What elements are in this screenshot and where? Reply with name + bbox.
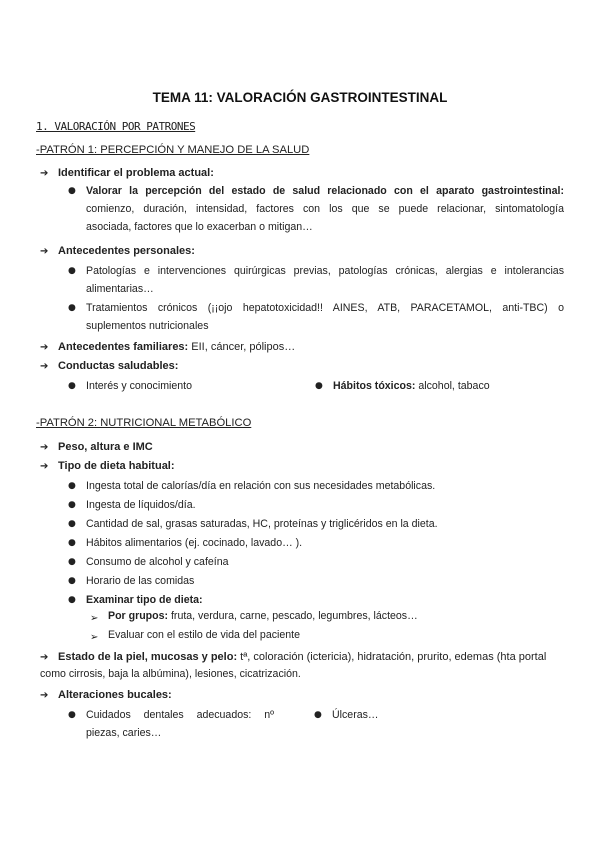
healthy-item1: Interés y conocimiento	[86, 380, 192, 392]
skin-label: Estado de la piel, mucosas y pelo:	[58, 651, 238, 663]
arrow-icon: ➔	[40, 342, 49, 353]
arrow-icon: ➔	[40, 690, 49, 701]
diet-type-label: Tipo de dieta habitual:	[58, 460, 175, 472]
weight-label: Peso, altura e IMC	[58, 441, 153, 453]
bullet-icon: ●	[68, 557, 76, 567]
sub-arrow-icon: ➢	[90, 632, 99, 643]
oral-label: Alteraciones bucales:	[58, 689, 172, 701]
bullet-icon: ●	[315, 381, 323, 391]
identify-item-line3: asociada, factores que lo exacerban o mitigan…	[86, 221, 313, 233]
bullet-icon: ●	[68, 381, 76, 391]
diet-item: Horario de las comidas	[86, 575, 195, 587]
oral-item2: Úlceras…	[332, 709, 379, 721]
diet-item: Ingesta total de calorías/día en relación con sus necesidades metabólicas.	[86, 480, 436, 492]
arrow-icon: ➔	[40, 246, 49, 257]
pattern1-heading: -PATRÓN 1: PERCEPCIÓN Y MANEJO DE LA SALUD	[36, 144, 310, 156]
identify-item-line2: comienzo, duración, intensidad, factores con los que se puede relacionar, sintomatología	[86, 203, 564, 215]
arrow-icon: ➔	[40, 652, 49, 663]
sub-arrow-icon: ➢	[90, 613, 99, 624]
bullet-icon: ●	[68, 500, 76, 510]
healthy-behaviours-item	[40, 359, 178, 374]
identify-problem-item	[40, 166, 214, 181]
personal-item2	[86, 299, 564, 335]
diet-item: Cantidad de sal, grasas saturadas, HC, proteínas y triglicéridos en la dieta.	[86, 518, 438, 530]
arrow-icon: ➔	[40, 168, 49, 179]
examine-diet-label: Examinar tipo de dieta:	[86, 594, 203, 606]
groups-label: Por grupos:	[108, 610, 169, 622]
diet-item: Hábitos alimentarios (ej. cocinado, lavado… ).	[86, 537, 303, 549]
healthy-item2	[333, 377, 490, 395]
family-history-item	[40, 340, 295, 355]
diet-type-item	[40, 459, 175, 474]
diet-item: Consumo de alcohol y cafeína	[86, 556, 229, 568]
page-title: TEMA 11: VALORACIÓN GASTROINTESTINAL	[152, 90, 448, 105]
toxic-habits-value: alcohol, tabaco	[415, 380, 490, 392]
bullet-icon: ●	[68, 186, 76, 196]
diet-item: Ingesta de líquidos/día.	[86, 499, 196, 511]
section-heading: 1. VALORACIÓN POR PATRONES	[36, 120, 196, 133]
personal-history-label: Antecedentes personales:	[58, 245, 195, 257]
skin-value-line2: como cirrosis, baja la albúmina), lesiones, cicatrización.	[40, 668, 301, 680]
arrow-icon: ➔	[40, 361, 49, 372]
weight-item	[40, 440, 153, 455]
bullet-icon: ●	[68, 595, 76, 605]
family-history-value: EII, cáncer, pólipos…	[188, 341, 296, 353]
bullet-icon: ●	[314, 710, 322, 720]
personal-item1-line1: Patologías e intervenciones quirúrgicas previas, patologías crónicas, alergias e intolerancias	[86, 265, 564, 277]
bullet-icon: ●	[68, 538, 76, 548]
groups-item	[108, 610, 418, 622]
oral-item	[40, 688, 172, 703]
groups-value: fruta, verdura, carne, pescado, legumbres, lácteos…	[168, 610, 418, 622]
personal-history-item	[40, 244, 195, 259]
bullet-icon: ●	[68, 303, 76, 313]
family-history-label: Antecedentes familiares:	[58, 341, 189, 353]
identify-problem-detail	[86, 182, 564, 236]
toxic-habits-label: Hábitos tóxicos:	[333, 380, 416, 392]
skin-value-line1: tª, coloración (ictericia), hidratación, prurito, edemas (hta portal	[237, 651, 547, 663]
identify-item-bold: Valorar la percepción del estado de salud relacionado con el aparato gastrointestinal:	[86, 185, 564, 197]
oral-item1-line2: piezas, caries…	[86, 727, 162, 739]
pattern2-heading: -PATRÓN 2: NUTRICIONAL METABÓLICO	[36, 417, 252, 429]
oral-item1	[86, 706, 274, 742]
arrow-icon: ➔	[40, 442, 49, 453]
oral-item1-line1: Cuidados dentales adecuados: nº	[86, 709, 274, 721]
identify-problem-label: Identificar el problema actual:	[58, 167, 214, 179]
bullet-icon: ●	[68, 576, 76, 586]
personal-item1-line2: alimentarias…	[86, 283, 154, 295]
bullet-icon: ●	[68, 710, 76, 720]
personal-item1	[86, 262, 564, 298]
personal-item2-line1: Tratamientos crónicos (¡¡ojo hepatotoxicidad!! AINES, ATB, PARACETAMOL, anti-TBC) o	[86, 302, 564, 314]
bullet-icon: ●	[68, 519, 76, 529]
personal-item2-line2: suplementos nutricionales	[86, 320, 209, 332]
evaluate-item: Evaluar con el estilo de vida del paciente	[108, 629, 300, 641]
skin-item	[40, 650, 564, 665]
healthy-behaviours-label: Conductas saludables:	[58, 360, 179, 372]
bullet-icon: ●	[68, 481, 76, 491]
bullet-icon: ●	[68, 266, 76, 276]
arrow-icon: ➔	[40, 461, 49, 472]
